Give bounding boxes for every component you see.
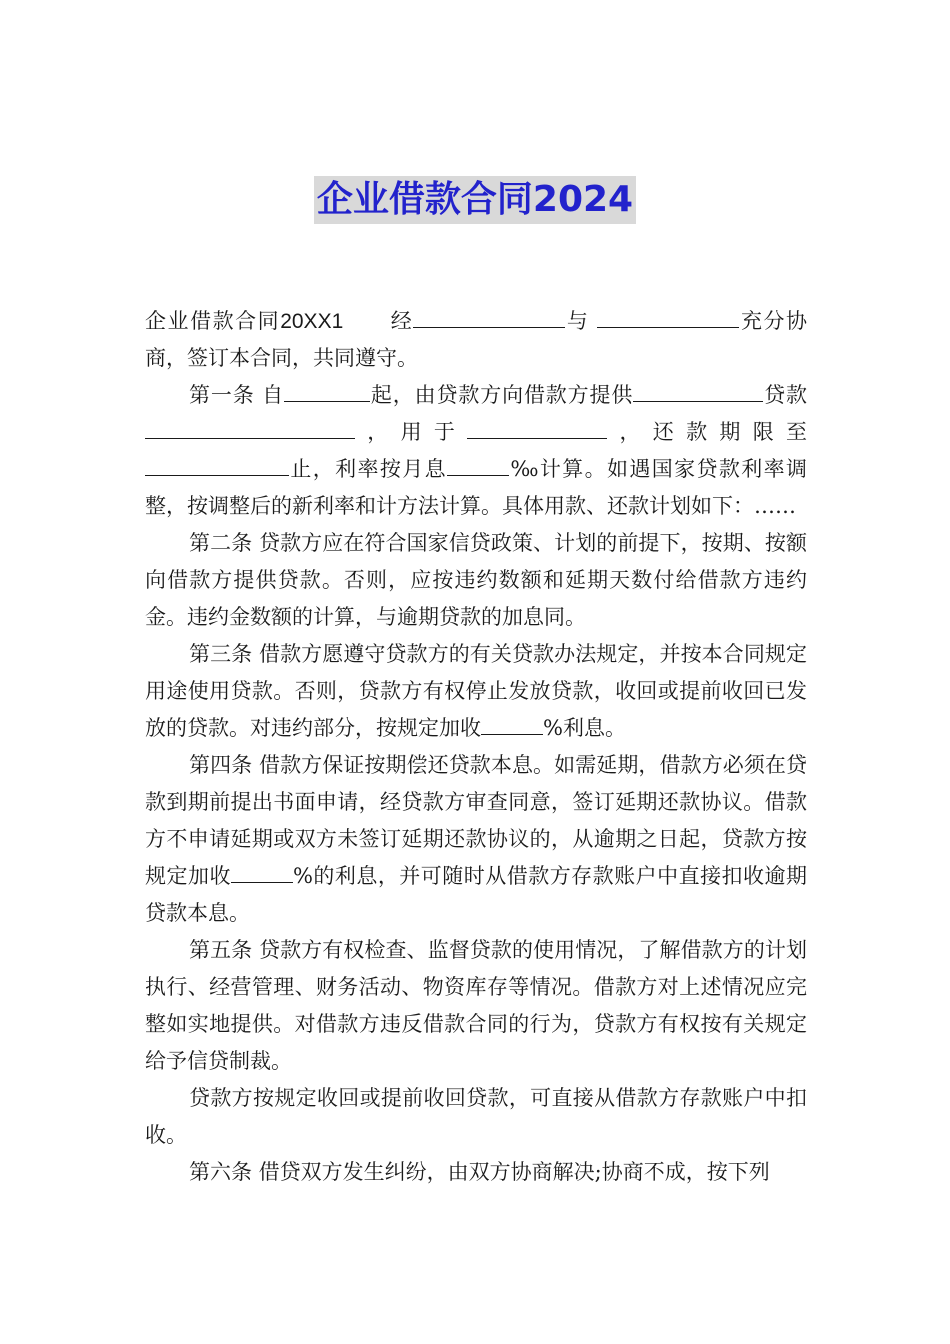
article-1-text-b: 起，由贷款方向借款方提供 xyxy=(370,383,634,407)
article-1-text-c: 贷款 xyxy=(763,383,808,407)
title-area xyxy=(0,176,950,224)
blank-penalty-rate-3[interactable] xyxy=(481,712,543,735)
blank-penalty-rate-4[interactable] xyxy=(231,860,293,883)
intro-text-d: 充分协商，签订本合同，共同遵守。 xyxy=(145,309,808,370)
blank-loan-type[interactable] xyxy=(633,379,763,402)
article-1-text-g: ‰计算。如遇国家贷款利率调整，按调整后的新利率和计方法计算。具体用款、还款计划如下：…… xyxy=(145,457,807,518)
intro-text-a: 企业借款合同20XX1 xyxy=(145,310,344,333)
paragraph-article-6: 第六条 借贷双方发生纠纷，由双方协商解决;协商不成，按下列 xyxy=(189,1160,770,1184)
article-4-text-a: 第四条 借款方保证按期偿还贷款本息。如需延期，借款方必须在贷款到期前提出书面申请，经贷款方审查同意，签订延期还款协议。借款方不申请延期或双方未签订延期还款协议的，从逾期之日起，贷款方按规定加收 xyxy=(145,753,807,888)
blank-lender-name[interactable] xyxy=(413,305,565,328)
paragraph-intro xyxy=(145,303,807,377)
paragraph-article-3 xyxy=(145,636,807,747)
paragraph-article-5: 第五条 贷款方有权检查、监督贷款的使用情况，了解借款方的计划执行、经营管理、财务活动、物资库存等情况。借款方对上述情况应完整如实地提供。对借款方违反借款合同的行为，贷款方有权按有关规定给予信贷制裁。 xyxy=(145,938,807,1073)
paragraph-article-2: 第二条 贷款方应在符合国家信贷政策、计划的前提下，按期、按额向借款方提供贷款。否则，应按违约数额和延期天数付给借款方违约金。违约金数额的计算，与逾期贷款的加息同。 xyxy=(145,531,807,629)
article-3-text-b: %利息。 xyxy=(543,716,626,740)
article-1-text-e: ，还款期限至 xyxy=(607,420,808,444)
article-1-text-d: ，用于 xyxy=(355,420,468,444)
blank-loan-amount[interactable] xyxy=(145,416,355,439)
blank-loan-purpose[interactable] xyxy=(467,416,607,439)
article-1-text-a: 第一条 自 xyxy=(189,383,285,407)
paragraph-article-4 xyxy=(145,747,807,932)
intro-text-c: 与 xyxy=(565,309,590,333)
article-3-text-a: 第三条 借款方愿遵守贷款方的有关贷款办法规定，并按本合同规定用途使用贷款。否则，贷款方有权停止发放贷款，收回或提前收回已发放的贷款。对违约部分，按规定加收 xyxy=(145,642,807,740)
blank-start-date[interactable] xyxy=(284,379,370,402)
paragraph-article-1 xyxy=(145,377,807,525)
paragraph-deduction: 贷款方按规定收回或提前收回贷款，可直接从借款方存款账户中扣收。 xyxy=(145,1086,807,1147)
article-4-text-b: %的利息，并可随时从借款方存款账户中直接扣收逾期贷款本息。 xyxy=(145,864,808,925)
blank-monthly-rate[interactable] xyxy=(447,453,509,476)
document-title: 企业借款合同2024 xyxy=(314,176,636,224)
blank-repayment-deadline[interactable] xyxy=(145,453,289,476)
document-body xyxy=(145,303,807,1191)
blank-borrower-name[interactable] xyxy=(597,305,739,328)
intro-text-b: 经 xyxy=(389,309,414,333)
article-1-text-f: 止，利率按月息 xyxy=(289,457,447,481)
